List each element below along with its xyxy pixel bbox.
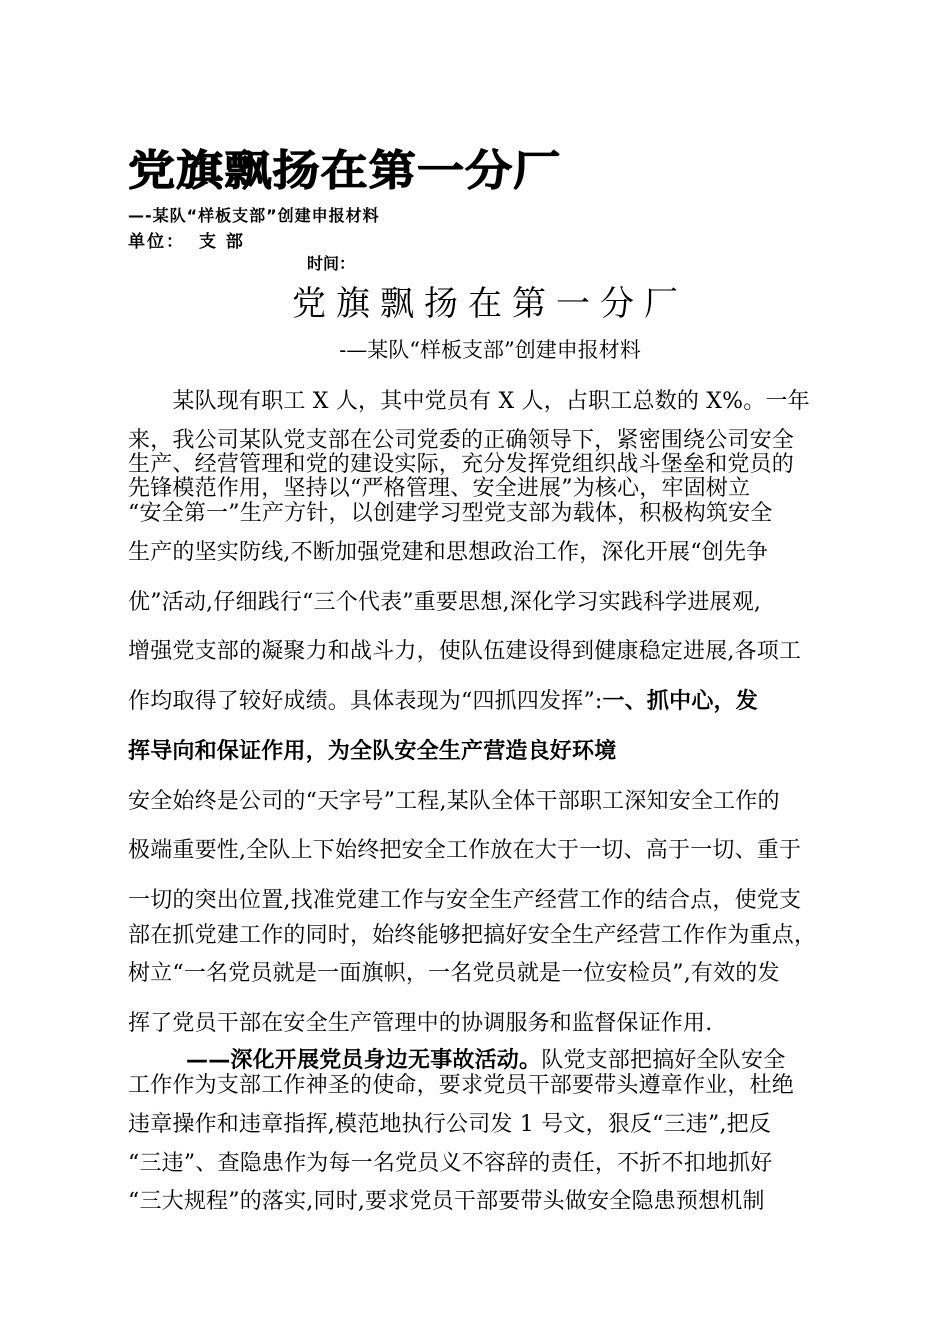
paragraph-line: 极端重要性,全队上下始终把安全工作放在大于一切、高于一切、重于	[128, 838, 802, 863]
paragraph-line: 增强党支部的凝聚力和战斗力，使队伍建设得到健康稳定进展,各项工	[128, 639, 802, 664]
document-title: 党旗飘扬在第一分厂	[292, 284, 688, 324]
paragraph-line: 生产、经营管理和党的建设实际，充分发挥党组织战斗堡垒和党员的	[128, 452, 795, 477]
cover-unit	[128, 227, 245, 252]
unit-label: 单位：	[128, 232, 185, 252]
unit-value: 支 部	[199, 232, 245, 252]
document-subtitle: -—某队“样板支部”创建申报材料	[339, 338, 641, 362]
paragraph-line: 工作作为支部工作神圣的使命，要求党员干部要带头遵章作业，杜绝	[128, 1073, 795, 1098]
paragraph-text: 作均取得了较好成绩。具体表现为“四抓四发挥”:	[128, 689, 603, 714]
paragraph-line: “三大规程”的落实,同时,要求党员干部要带头做安全隐患预想机制	[128, 1189, 765, 1214]
section-heading-one: 一、抓中心，发	[602, 689, 758, 714]
paragraph-line: 某队现有职工 X 人，其中党员有 X 人，占职工总数的 X%。一年	[128, 389, 810, 414]
cover-time-label: 时间：	[307, 254, 356, 273]
paragraph-line: 生产的坚实防线,不断加强党建和思想政治工作，深化开展“创先争	[128, 540, 769, 565]
paragraph-line: 一切的突出位置,找准党建工作与安全生产经营工作的结合点，使党支	[128, 888, 802, 913]
paragraph-line: 来，我公司某队党支部在公司党委的正确领导下，紧密围绕公司安全	[128, 428, 795, 453]
cover-subtitle: —-某队“样板支部”创建申报材料	[128, 206, 380, 225]
paragraph-line: “安全第一”生产方针，以创建学习型党支部为载体，积极构筑安全	[128, 501, 773, 526]
paragraph-line: 优”活动,仔细践行“三个代表”重要思想,深化学习实践科学进展观,	[128, 590, 762, 615]
paragraph-line: 先锋模范作用，坚持以“严格管理、安全进展”为核心，牢固树立	[128, 476, 751, 501]
paragraph-line: “三违”、查隐患作为每一名党员义不容辞的责任，不折不扣地抓好	[128, 1151, 773, 1176]
paragraph-line: 部在抓党建工作的同时，始终能够把搞好安全生产经营工作作为重点，	[128, 923, 817, 948]
paragraph-line	[128, 684, 758, 715]
activity-heading: ——深化开展党员身边无事故活动。	[186, 1048, 542, 1073]
paragraph-line: 挥了党员干部在安全生产管理中的协调服务和监督保证作用.	[128, 1011, 713, 1036]
paragraph-line: 违章操作和违章指挥,模范地执行公司发 1 号文，狠反“三违”,把反	[128, 1112, 772, 1137]
paragraph-line: 安全始终是公司的“天字号”工程,某队全体干部职工深知安全工作的	[128, 789, 780, 814]
paragraph-text: 队党支部把搞好全队安全	[541, 1048, 786, 1073]
paragraph-line: 树立“一名党员就是一面旗帜，一名党员就是一位安检员”,有效的发	[128, 961, 780, 986]
section-heading-line: 挥导向和保证作用，为全队安全生产营造良好环境	[128, 739, 617, 764]
cover-title: 党旗飘扬在第一分厂	[128, 146, 562, 195]
